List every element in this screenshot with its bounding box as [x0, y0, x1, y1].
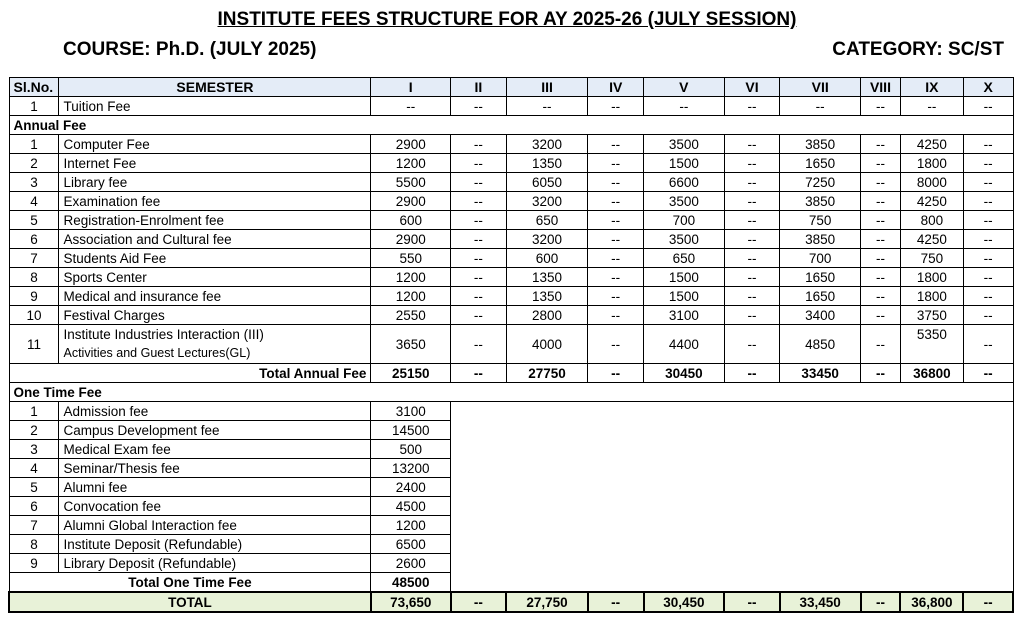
- fee-value: 4850: [780, 325, 861, 364]
- row-number: 2: [9, 154, 59, 173]
- fee-value: --: [451, 97, 507, 116]
- row-number: 6: [9, 497, 59, 516]
- fee-value: --: [724, 192, 780, 211]
- fee-value: --: [963, 287, 1013, 306]
- row-number: 11: [9, 325, 59, 364]
- fee-value: --: [588, 249, 644, 268]
- fee-value: 1650: [780, 268, 861, 287]
- grand-total-value: --: [861, 592, 901, 612]
- fee-value: 2600: [371, 554, 451, 573]
- fee-value: 1200: [371, 268, 451, 287]
- blank-area: [451, 459, 1013, 478]
- fee-value: --: [371, 97, 451, 116]
- fee-value: 8000: [900, 173, 963, 192]
- fee-value: --: [724, 287, 780, 306]
- fee-value: --: [861, 230, 901, 249]
- fee-value: --: [724, 249, 780, 268]
- fee-value: 3100: [644, 306, 725, 325]
- row-number: 3: [9, 173, 59, 192]
- fee-value: --: [963, 173, 1013, 192]
- fee-value: --: [861, 97, 901, 116]
- fee-value: 1350: [506, 154, 588, 173]
- fee-value: 6600: [644, 173, 725, 192]
- onetime-row: [9, 459, 1013, 478]
- row-number: 9: [9, 554, 59, 573]
- fee-value: --: [724, 97, 780, 116]
- fee-value: --: [588, 173, 644, 192]
- fee-name: Alumni Global Interaction fee: [59, 516, 371, 535]
- annual-total-value: --: [861, 364, 901, 383]
- fee-value: 6500: [371, 535, 451, 554]
- fee-value: 1500: [644, 268, 725, 287]
- fee-value: --: [451, 325, 507, 364]
- fee-value: --: [963, 192, 1013, 211]
- annual-total-label: Total Annual Fee: [9, 364, 371, 383]
- grand-total-value: 33,450: [780, 592, 861, 612]
- fee-name: Library fee: [59, 173, 371, 192]
- fee-name: [59, 325, 371, 364]
- onetime-row: [9, 497, 1013, 516]
- fee-value: 3500: [644, 192, 725, 211]
- fee-name: Admission fee: [59, 402, 371, 421]
- header-semester: SEMESTER: [59, 78, 371, 97]
- fee-value: --: [861, 325, 901, 364]
- onetime-row: [9, 421, 1013, 440]
- fee-name: Festival Charges: [59, 306, 371, 325]
- fee-value: 1500: [644, 287, 725, 306]
- fee-value: --: [588, 97, 644, 116]
- grand-total-value: --: [451, 592, 507, 612]
- fee-value: 3200: [506, 192, 588, 211]
- row-number: 6: [9, 230, 59, 249]
- fee-name: Library Deposit (Refundable): [59, 554, 371, 573]
- onetime-row: [9, 440, 1013, 459]
- fee-value: --: [451, 211, 507, 230]
- blank-area: [451, 554, 1013, 573]
- fee-value: 2800: [506, 306, 588, 325]
- onetime-total-label: Total One Time Fee: [9, 573, 371, 593]
- annual-total-value: --: [724, 364, 780, 383]
- fee-value: --: [963, 325, 1013, 364]
- fee-value: --: [724, 173, 780, 192]
- fee-value: 14500: [371, 421, 451, 440]
- annual-total-value: 36800: [900, 364, 963, 383]
- fee-value: --: [588, 211, 644, 230]
- section-label-onetime: One Time Fee: [9, 383, 1013, 402]
- fee-value: 3650: [371, 325, 451, 364]
- fee-value: --: [963, 268, 1013, 287]
- grand-total-value: 36,800: [900, 592, 963, 612]
- row-number: 10: [9, 306, 59, 325]
- fee-value: --: [963, 135, 1013, 154]
- fee-value: --: [963, 230, 1013, 249]
- fee-name: Medical Exam fee: [59, 440, 371, 459]
- fee-value: 2550: [371, 306, 451, 325]
- onetime-total-row: [9, 573, 1013, 593]
- fee-value: 500: [371, 440, 451, 459]
- header-sem-III: III: [506, 78, 588, 97]
- grand-total-value: --: [588, 592, 644, 612]
- section-label-annual: Annual Fee: [9, 116, 1013, 135]
- row-number: 4: [9, 459, 59, 478]
- fee-value: --: [451, 230, 507, 249]
- fee-value: 2900: [371, 192, 451, 211]
- fee-value: 4400: [644, 325, 725, 364]
- fee-value: --: [861, 306, 901, 325]
- annual-total-row: [9, 364, 1013, 383]
- fee-value: --: [963, 97, 1013, 116]
- fee-name: Students Aid Fee: [59, 249, 371, 268]
- onetime-row: [9, 554, 1013, 573]
- fee-value: 1500: [644, 154, 725, 173]
- blank-area: [451, 478, 1013, 497]
- category-label: CATEGORY: SC/ST: [832, 39, 1004, 60]
- fee-value: 3200: [506, 135, 588, 154]
- course-label: COURSE: Ph.D. (JULY 2025): [63, 39, 317, 60]
- fee-value: 5500: [371, 173, 451, 192]
- fee-value: 5350: [900, 325, 963, 364]
- fee-value: --: [451, 154, 507, 173]
- header-sem-VI: VI: [724, 78, 780, 97]
- fee-value: 3500: [644, 135, 725, 154]
- fee-value: --: [861, 287, 901, 306]
- section-row-onetime: [9, 383, 1013, 402]
- fee-value: --: [861, 154, 901, 173]
- fee-value: --: [963, 154, 1013, 173]
- fee-value: --: [780, 97, 861, 116]
- row-number: 8: [9, 268, 59, 287]
- fee-value: 3750: [900, 306, 963, 325]
- fee-row: [9, 268, 1013, 287]
- header-sem-II: II: [451, 78, 507, 97]
- fee-row: [9, 306, 1013, 325]
- fee-value: --: [451, 287, 507, 306]
- blank-area: [451, 440, 1013, 459]
- blank-area: [451, 535, 1013, 554]
- fee-value: --: [588, 268, 644, 287]
- fee-value: 3400: [780, 306, 861, 325]
- annual-total-value: 33450: [780, 364, 861, 383]
- blank-area: [451, 421, 1013, 440]
- fee-value: 3850: [780, 192, 861, 211]
- fee-value: --: [588, 325, 644, 364]
- fee-value: --: [506, 97, 588, 116]
- fee-name-line2: Activities and Guest Lectures(GL): [63, 346, 251, 360]
- header-sem-X: X: [963, 78, 1013, 97]
- fee-value: --: [900, 97, 963, 116]
- fee-value: --: [588, 306, 644, 325]
- blank-area: [451, 516, 1013, 535]
- fee-value: 2900: [371, 135, 451, 154]
- fee-value: 3500: [644, 230, 725, 249]
- fee-value: --: [861, 249, 901, 268]
- fee-value: --: [861, 268, 901, 287]
- onetime-row: [9, 478, 1013, 497]
- fee-value: 3850: [780, 135, 861, 154]
- fee-name-line1: Institute Industries Interaction (III): [63, 327, 264, 342]
- fee-value: 750: [900, 249, 963, 268]
- annual-total-value: 30450: [644, 364, 725, 383]
- fee-value: 700: [644, 211, 725, 230]
- fee-value: --: [861, 211, 901, 230]
- row-number: 2: [9, 421, 59, 440]
- fee-value: --: [861, 192, 901, 211]
- fee-name: Medical and insurance fee: [59, 287, 371, 306]
- fee-row: [9, 211, 1013, 230]
- fee-value: --: [451, 192, 507, 211]
- fee-name: Tuition Fee: [59, 97, 371, 116]
- grand-total-value: 73,650: [371, 592, 451, 612]
- fee-row: [9, 249, 1013, 268]
- fee-value: --: [963, 211, 1013, 230]
- fee-value: --: [861, 135, 901, 154]
- header-row: [9, 78, 1013, 97]
- fee-value: --: [451, 173, 507, 192]
- fee-value: 1350: [506, 287, 588, 306]
- fee-value: --: [963, 306, 1013, 325]
- fee-row: [9, 173, 1013, 192]
- fee-value: 4250: [900, 135, 963, 154]
- fee-value: --: [451, 249, 507, 268]
- fee-value: --: [451, 135, 507, 154]
- fee-name: Association and Cultural fee: [59, 230, 371, 249]
- fee-value: 650: [644, 249, 725, 268]
- fee-value: 750: [780, 211, 861, 230]
- row-number: 8: [9, 535, 59, 554]
- fee-value: --: [451, 306, 507, 325]
- annual-total-value: --: [963, 364, 1013, 383]
- fee-value: 4250: [900, 230, 963, 249]
- fee-value: --: [724, 154, 780, 173]
- fee-row: [9, 287, 1013, 306]
- fee-value: --: [724, 211, 780, 230]
- fee-value: --: [588, 287, 644, 306]
- onetime-total-value: 48500: [371, 573, 451, 593]
- fee-value: --: [588, 154, 644, 173]
- fee-value: 6050: [506, 173, 588, 192]
- row-number: 7: [9, 249, 59, 268]
- grand-total-label: TOTAL: [9, 592, 371, 612]
- fee-value: 550: [371, 249, 451, 268]
- fee-value: --: [963, 249, 1013, 268]
- fee-value: --: [644, 97, 725, 116]
- grand-total-value: --: [963, 592, 1013, 612]
- fee-name: Convocation fee: [59, 497, 371, 516]
- fee-value: --: [724, 325, 780, 364]
- row-number: 5: [9, 478, 59, 497]
- fee-value: 1800: [900, 154, 963, 173]
- row-number: 3: [9, 440, 59, 459]
- fee-name: Seminar/Thesis fee: [59, 459, 371, 478]
- fee-value: 3200: [506, 230, 588, 249]
- fee-row: [9, 325, 1013, 364]
- fee-row: [9, 230, 1013, 249]
- onetime-row: [9, 516, 1013, 535]
- fee-value: 3850: [780, 230, 861, 249]
- row-number: 4: [9, 192, 59, 211]
- fee-value: 650: [506, 211, 588, 230]
- blank-area: [451, 573, 1013, 593]
- header-sem-IX: IX: [900, 78, 963, 97]
- grand-total-row: [9, 592, 1013, 612]
- row-number: 1: [9, 135, 59, 154]
- fee-value: 1200: [371, 154, 451, 173]
- onetime-row: [9, 535, 1013, 554]
- fee-value: 1650: [780, 287, 861, 306]
- annual-total-value: 27750: [506, 364, 588, 383]
- row-number: 7: [9, 516, 59, 535]
- fee-value: 1800: [900, 268, 963, 287]
- fee-name: Institute Deposit (Refundable): [59, 535, 371, 554]
- section-row-annual: [9, 116, 1013, 135]
- fee-value: --: [861, 173, 901, 192]
- fees-table: [8, 77, 1014, 613]
- fee-row: [9, 135, 1013, 154]
- fee-value: 4250: [900, 192, 963, 211]
- header-sem-I: I: [371, 78, 451, 97]
- fee-value: 7250: [780, 173, 861, 192]
- header-sem-VIII: VIII: [861, 78, 901, 97]
- fee-value: 600: [371, 211, 451, 230]
- row-number: 1: [9, 402, 59, 421]
- fee-name: Internet Fee: [59, 154, 371, 173]
- fee-value: 1200: [371, 287, 451, 306]
- fee-name: Sports Center: [59, 268, 371, 287]
- fee-value: --: [724, 306, 780, 325]
- onetime-row: [9, 402, 1013, 421]
- blank-area: [451, 402, 1013, 421]
- fee-value: 4000: [506, 325, 588, 364]
- row-number: 9: [9, 287, 59, 306]
- header-sem-V: V: [644, 78, 725, 97]
- fee-name: Campus Development fee: [59, 421, 371, 440]
- grand-total-value: --: [724, 592, 780, 612]
- fee-name: Computer Fee: [59, 135, 371, 154]
- row-number: 1: [9, 97, 59, 116]
- fee-value: 2400: [371, 478, 451, 497]
- fee-value: --: [588, 192, 644, 211]
- annual-total-value: --: [451, 364, 507, 383]
- fee-value: 2900: [371, 230, 451, 249]
- fee-value: 800: [900, 211, 963, 230]
- header-sem-VII: VII: [780, 78, 861, 97]
- fee-value: 4500: [371, 497, 451, 516]
- fee-value: 1350: [506, 268, 588, 287]
- fee-value: 600: [506, 249, 588, 268]
- fee-name: Examination fee: [59, 192, 371, 211]
- fee-value: 700: [780, 249, 861, 268]
- fee-value: 1200: [371, 516, 451, 535]
- annual-total-value: --: [588, 364, 644, 383]
- fee-value: 3100: [371, 402, 451, 421]
- fee-row: [9, 154, 1013, 173]
- fee-value: 1650: [780, 154, 861, 173]
- fee-value: --: [588, 230, 644, 249]
- fee-value: --: [724, 230, 780, 249]
- fee-value: 13200: [371, 459, 451, 478]
- fee-name: Alumni fee: [59, 478, 371, 497]
- annual-total-value: 25150: [371, 364, 451, 383]
- fee-value: --: [451, 268, 507, 287]
- fee-value: 1800: [900, 287, 963, 306]
- fee-row: [9, 192, 1013, 211]
- fee-value: --: [724, 135, 780, 154]
- grand-total-value: 27,750: [506, 592, 588, 612]
- fee-value: --: [588, 135, 644, 154]
- row-number: 5: [9, 211, 59, 230]
- fee-value: --: [724, 268, 780, 287]
- fee-name: Registration-Enrolment fee: [59, 211, 371, 230]
- blank-area: [451, 497, 1013, 516]
- page-title: INSTITUTE FEES STRUCTURE FOR AY 2025-26 (JULY SESSION): [217, 9, 797, 30]
- header-sem-IV: IV: [588, 78, 644, 97]
- grand-total-value: 30,450: [644, 592, 725, 612]
- fee-row: [9, 97, 1013, 116]
- header-slno: Sl.No.: [9, 78, 59, 97]
